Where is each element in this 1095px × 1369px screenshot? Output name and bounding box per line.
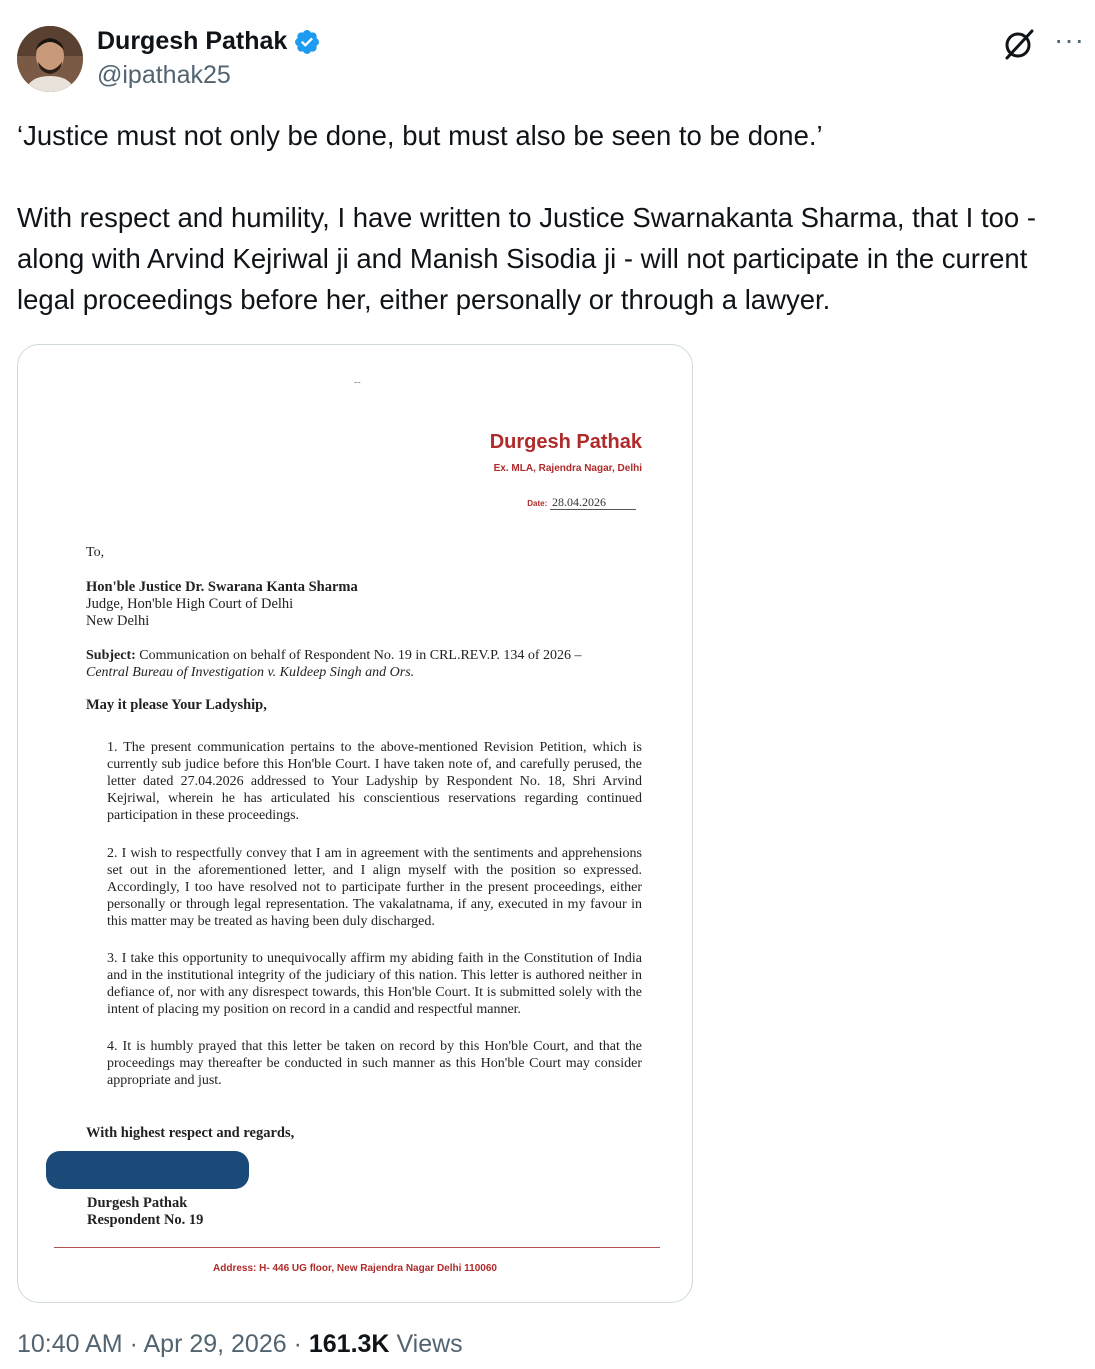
grok-icon[interactable] xyxy=(1001,26,1037,62)
tweet-time[interactable]: 10:40 AM xyxy=(17,1330,123,1358)
author-name-row[interactable] xyxy=(97,27,321,56)
signer-name: Durgesh Pathak xyxy=(87,1195,188,1211)
date-label: Date: xyxy=(527,499,548,508)
letter-top-mark: -- xyxy=(354,377,361,388)
views-count[interactable]: 161.3K xyxy=(308,1330,390,1358)
tweet-date[interactable]: Apr 29, 2026 xyxy=(143,1330,287,1358)
letter-paragraph-2: 2. I wish to respectfully convey that I am in agreement with the sentiments and apprehensions set out in the aforementioned letter, and I align myself with the position so expressed. Accordingly, I too have resolved not to participate further in the present proceedings, either personally or through legal representation. The vakalatnama, if any, executed in my favour in this matter may be treated as having been duly discharged. xyxy=(107,846,642,929)
subject-label: Subject: xyxy=(86,648,136,663)
attached-letter-image[interactable] xyxy=(17,344,693,1303)
signer-block xyxy=(87,1195,203,1229)
letterhead-subtitle: Ex. MLA, Rajendra Nagar, Delhi xyxy=(493,463,642,474)
tweet-body: With respect and humility, I have written to Justice Swarnakanta Sharma, that I too - along with Arvind Kejriwal ji and Manish Sisodia ji - will not participate in the current legal proceedings before her, either personally or through a lawyer. xyxy=(17,202,1036,315)
more-options-icon[interactable]: ··· xyxy=(1054,24,1085,55)
date-value: 28.04.2026 xyxy=(550,495,636,510)
meta-separator-2: · xyxy=(286,1330,309,1358)
letter-date xyxy=(527,495,636,510)
footer-address: Address: H- 446 UG floor, New Rajendra Nagar Delhi 110060 xyxy=(213,1263,497,1274)
avatar-photo xyxy=(17,26,83,92)
tweet-quote: ‘Justice must not only be done, but must also be seen to be done.’ xyxy=(17,120,823,151)
letter-subject xyxy=(86,647,626,681)
letter-closing: With highest respect and regards, xyxy=(86,1125,295,1141)
author-name[interactable]: Durgesh Pathak xyxy=(97,27,288,55)
letter-to: To, xyxy=(86,545,105,560)
tweet-header xyxy=(17,24,1087,96)
avatar[interactable] xyxy=(17,26,83,92)
letter-salutation: May it please Your Ladyship, xyxy=(86,697,267,713)
meta-separator-1: · xyxy=(122,1330,144,1358)
tweet-text xyxy=(17,115,1087,320)
tweet-meta xyxy=(17,1330,463,1359)
addressee-name: Hon'ble Justice Dr. Swarana Kanta Sharma xyxy=(86,579,358,595)
addressee-line2: Judge, Hon'ble High Court of Delhi xyxy=(86,596,294,612)
views-label: Views xyxy=(389,1330,463,1358)
addressee-line3: New Delhi xyxy=(86,613,150,629)
signer-role: Respondent No. 19 xyxy=(87,1212,204,1228)
letter-document xyxy=(18,345,692,1302)
letterhead-name: Durgesh Pathak xyxy=(489,431,642,453)
addressee-block xyxy=(86,579,358,630)
subject-case: Central Bureau of Investigation v. Kuldeep Singh and Ors. xyxy=(86,665,415,680)
signature-redaction xyxy=(46,1151,249,1189)
letter-paragraph-1: 1. The present communication pertains to the above-mentioned Revision Petition, which is currently sub judice before this Hon'ble Court. I have taken note of, and carefully perused, the letter dated 27.04.2026 addressed to Your Ladyship by Respondent No. 18, Shri Arvind Kejriwal, wherein he has articulated his conscientious reservations regarding continued participation in these proceedings. xyxy=(107,740,642,823)
letter-paragraph-3: 3. I take this opportunity to unequivocally affirm my abiding faith in the Constitution of India and in the institutional integrity of the judiciary of this nation. This letter is authored neither in defiance of, nor with any disrespect towards, this Hon'ble Court. It is submitted solely with the intent of placing my position on record in a candid and respectful manner. xyxy=(107,951,642,1017)
letter-paragraph-4: 4. It is humbly prayed that this letter be taken on record by this Hon'ble Court, and that the proceedings may thereafter be conducted in such manner as this Hon'ble Court may consider appropriate and just. xyxy=(107,1039,642,1088)
subject-text: Communication on behalf of Respondent No. 19 in CRL.REV.P. 134 of 2026 – xyxy=(139,648,582,663)
footer-divider xyxy=(54,1247,660,1248)
author-handle[interactable]: @ipathak25 xyxy=(97,61,231,89)
verified-badge-icon xyxy=(293,28,321,56)
